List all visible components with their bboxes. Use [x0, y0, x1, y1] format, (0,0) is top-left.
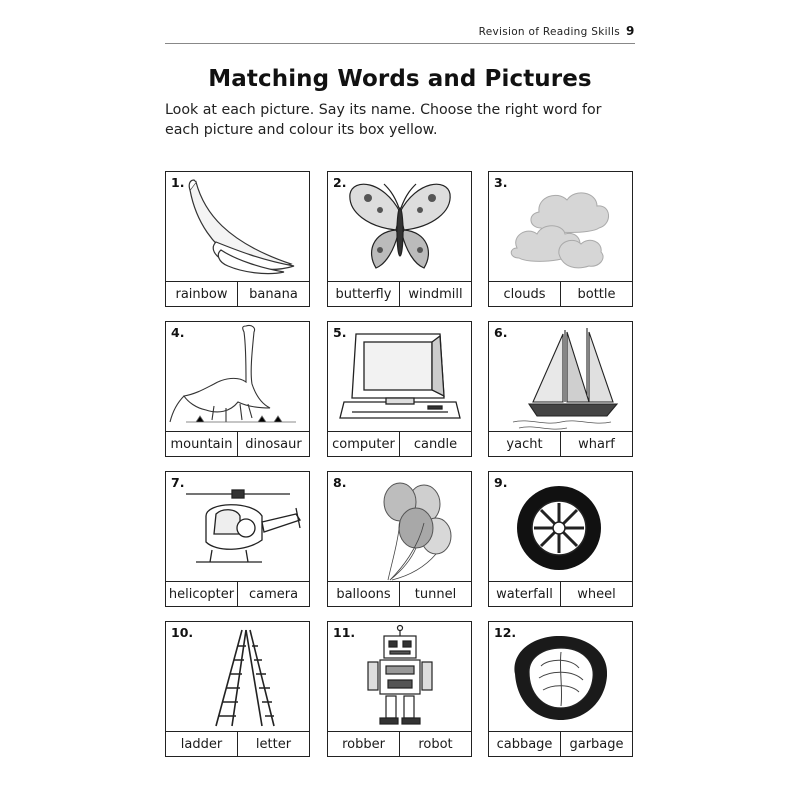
word-choices	[328, 281, 471, 306]
butterfly-icon	[328, 172, 471, 283]
picture-card-10	[165, 621, 310, 757]
yacht-icon	[489, 322, 632, 433]
dinosaur-icon	[166, 322, 309, 433]
word-option[interactable]: banana	[237, 282, 309, 306]
page-title: Matching Words and Pictures	[208, 66, 592, 92]
word-choices	[489, 431, 632, 456]
balloons-icon	[328, 472, 471, 583]
word-choices	[166, 281, 309, 306]
card-number: 11.	[333, 625, 356, 640]
card-number: 9.	[494, 475, 508, 490]
word-option[interactable]: wheel	[560, 582, 632, 606]
picture-card-3	[488, 171, 633, 307]
word-option[interactable]: ladder	[180, 736, 223, 752]
picture-card-7	[165, 471, 310, 607]
word-choices	[489, 731, 632, 756]
card-number: 2.	[333, 175, 347, 190]
card-number: 7.	[171, 475, 185, 490]
header-rule	[165, 43, 635, 44]
card-number: 5.	[333, 325, 347, 340]
word-option[interactable]: yacht	[506, 436, 543, 452]
card-number: 3.	[494, 175, 508, 190]
word-option[interactable]: candle	[399, 432, 471, 456]
word-option[interactable]: cabbage	[496, 736, 553, 752]
word-option[interactable]: helicopter	[168, 586, 235, 602]
word-option[interactable]: computer	[332, 436, 395, 452]
word-option[interactable]: waterfall	[496, 586, 553, 602]
word-option[interactable]: dinosaur	[237, 432, 309, 456]
word-option[interactable]: letter	[237, 732, 309, 756]
picture-card-6	[488, 321, 633, 457]
card-number: 8.	[333, 475, 347, 490]
word-choices	[328, 431, 471, 456]
picture-card-2	[327, 171, 472, 307]
word-choices	[166, 731, 309, 756]
helicopter-icon	[166, 472, 309, 583]
word-option[interactable]: robot	[399, 732, 471, 756]
word-choices	[328, 731, 471, 756]
card-number: 6.	[494, 325, 508, 340]
word-option[interactable]: clouds	[503, 286, 546, 302]
word-option[interactable]: balloons	[336, 586, 391, 602]
picture-card-4	[165, 321, 310, 457]
card-number: 12.	[494, 625, 517, 640]
banana-icon	[166, 172, 309, 283]
computer-icon	[328, 322, 471, 433]
word-option[interactable]: tunnel	[399, 582, 471, 606]
page-number: 9	[626, 24, 635, 38]
picture-card-11	[327, 621, 472, 757]
wheel-icon	[489, 472, 632, 583]
picture-card-8	[327, 471, 472, 607]
word-option[interactable]: bottle	[560, 282, 632, 306]
picture-word-grid	[165, 171, 635, 759]
picture-card-12	[488, 621, 633, 757]
word-option[interactable]: rainbow	[175, 286, 228, 302]
picture-card-9	[488, 471, 633, 607]
clouds-icon	[489, 172, 632, 283]
word-choices	[166, 431, 309, 456]
word-choices	[489, 581, 632, 606]
card-number: 4.	[171, 325, 185, 340]
running-head: Revision of Reading Skills	[478, 26, 620, 38]
picture-card-5	[327, 321, 472, 457]
instructions-text: Look at each picture. Say its name. Choose the right word for each picture and colour its box yellow.	[165, 102, 602, 138]
word-option[interactable]: wharf	[560, 432, 632, 456]
word-option[interactable]: robber	[342, 736, 385, 752]
card-number: 1.	[171, 175, 185, 190]
word-choices	[489, 281, 632, 306]
word-option[interactable]: mountain	[170, 436, 233, 452]
picture-card-1	[165, 171, 310, 307]
word-option[interactable]: camera	[237, 582, 309, 606]
word-option[interactable]: butterfly	[335, 286, 392, 302]
card-number: 10.	[171, 625, 194, 640]
word-option[interactable]: garbage	[560, 732, 632, 756]
word-option[interactable]: windmill	[399, 282, 471, 306]
word-choices	[328, 581, 471, 606]
word-choices	[166, 581, 309, 606]
